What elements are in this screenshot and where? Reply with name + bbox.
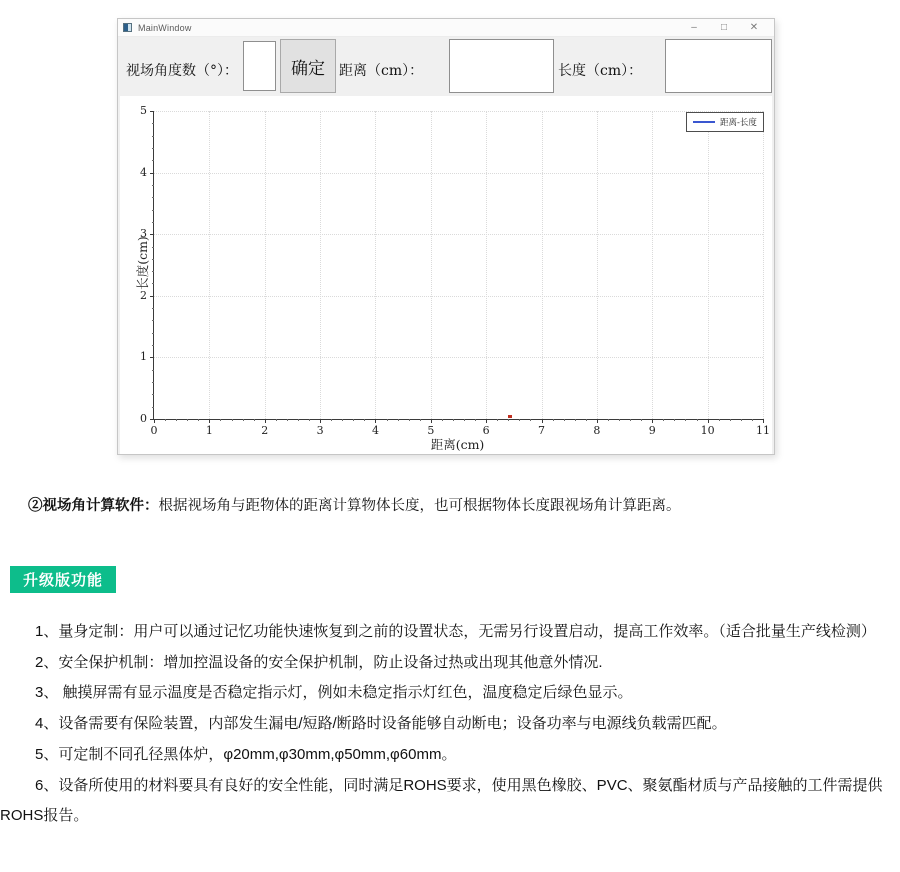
y-minor-tick	[152, 185, 154, 186]
minimize-button[interactable]: –	[691, 22, 697, 33]
x-minor-tick	[387, 419, 388, 421]
gridline-x	[708, 111, 709, 419]
x-tick-label: 1	[205, 424, 213, 437]
gridline-x	[597, 111, 598, 419]
x-minor-tick	[176, 419, 177, 421]
y-minor-tick	[152, 345, 154, 346]
x-minor-tick	[353, 419, 354, 421]
x-minor-tick	[442, 419, 443, 421]
x-minor-tick	[508, 419, 509, 421]
x-minor-tick	[530, 419, 531, 421]
gridline-x	[209, 111, 210, 419]
y-minor-tick	[152, 333, 154, 334]
legend-line-swatch	[693, 121, 715, 123]
gridline-x	[542, 111, 543, 419]
x-minor-tick	[232, 419, 233, 421]
list-item: 2、安全保护机制：增加控温设备的安全保护机制，防止设备过热或出现其他意外情况.	[35, 653, 603, 671]
x-tick-label: 4	[371, 424, 379, 437]
gridline-x	[265, 111, 266, 419]
x-minor-tick	[276, 419, 277, 421]
x-minor-tick	[220, 419, 221, 421]
x-minor-tick	[586, 419, 587, 421]
gridline-y	[154, 357, 763, 358]
x-tick-label: 6	[482, 424, 490, 437]
x-minor-tick	[674, 419, 675, 421]
chart-figure	[120, 96, 772, 454]
x-minor-tick	[420, 419, 421, 421]
x-minor-tick	[254, 419, 255, 421]
x-tick-label: 0	[150, 424, 158, 437]
x-tick	[708, 419, 709, 423]
y-minor-tick	[152, 148, 154, 149]
x-tick	[763, 419, 764, 423]
gridline-x	[486, 111, 487, 419]
x-minor-tick	[187, 419, 188, 421]
intro-paragraph	[28, 496, 884, 516]
x-tick	[265, 419, 266, 423]
y-tick-label: 4	[140, 165, 147, 179]
y-minor-tick	[152, 394, 154, 395]
maximize-button[interactable]: □	[720, 22, 728, 33]
window-controls	[679, 20, 769, 35]
y-minor-tick	[152, 308, 154, 309]
x-minor-tick	[575, 419, 576, 421]
angle-input[interactable]	[243, 41, 276, 91]
y-minor-tick	[152, 136, 154, 137]
x-minor-tick	[475, 419, 476, 421]
gridline-x	[652, 111, 653, 419]
x-tick-label: 3	[316, 424, 324, 437]
x-tick	[431, 419, 432, 423]
x-minor-tick	[309, 419, 310, 421]
x-tick-label: 11	[756, 424, 770, 437]
x-minor-tick	[730, 419, 731, 421]
length-label: 长度（cm）：	[558, 63, 643, 79]
x-tick-label: 2	[261, 424, 269, 437]
app-icon	[123, 23, 132, 32]
y-tick-label: 3	[140, 227, 147, 241]
y-minor-tick	[152, 382, 154, 383]
x-minor-tick	[453, 419, 454, 421]
y-tick	[150, 357, 154, 358]
intro-bold-prefix: ②视场角计算软件：	[28, 498, 159, 514]
x-minor-tick	[287, 419, 288, 421]
y-minor-tick	[152, 210, 154, 211]
x-minor-tick	[685, 419, 686, 421]
x-minor-tick	[243, 419, 244, 421]
gridline-x	[763, 111, 764, 419]
gridline-x	[431, 111, 432, 419]
gridline-y	[154, 173, 763, 174]
x-tick	[154, 419, 155, 423]
x-minor-tick	[342, 419, 343, 421]
window-title: MainWindow	[138, 22, 192, 33]
x-minor-tick	[641, 419, 642, 421]
list-item: 4、设备需要有保险装置，内部发生漏电/短路/断路时设备能够自动断电；设备功率与电源线负载需匹配。	[35, 715, 727, 733]
y-tick-label: 2	[140, 288, 147, 302]
x-tick-label: 9	[648, 424, 656, 437]
y-tick	[150, 419, 154, 420]
angle-label: 视场角度数（°）：	[126, 63, 238, 79]
x-minor-tick	[464, 419, 465, 421]
x-minor-tick	[331, 419, 332, 421]
distance-input[interactable]	[449, 39, 554, 93]
x-minor-tick	[697, 419, 698, 421]
x-axis-label: 距离(cm)	[430, 437, 485, 452]
y-minor-tick	[152, 320, 154, 321]
x-tick-label: 10	[700, 424, 715, 437]
y-minor-tick	[152, 370, 154, 371]
x-minor-tick	[719, 419, 720, 421]
list-item: 1、量身定制：用户可以通过记忆功能快速恢复到之前的设置状态，无需另行设置启动，提高工作效率。（适合批量生产线检测）	[35, 623, 876, 640]
intro-text: 根据视场角与距物体的距离计算物体长度，也可根据物体长度跟视场角计算距离。	[158, 498, 681, 514]
x-tick	[486, 419, 487, 423]
y-tick	[150, 173, 154, 174]
x-tick	[209, 419, 210, 423]
x-minor-tick	[663, 419, 664, 421]
x-tick-label: 7	[538, 424, 546, 437]
list-item: 5、可定制不同孔径黑体炉，φ20mm,φ30mm,φ50mm,φ60mm。	[35, 745, 457, 763]
feature-list	[0, 617, 888, 832]
y-minor-tick	[152, 271, 154, 272]
x-tick-label: 8	[593, 424, 601, 437]
x-minor-tick	[364, 419, 365, 421]
gridline-x	[375, 111, 376, 419]
y-minor-tick	[152, 283, 154, 284]
y-minor-tick	[152, 197, 154, 198]
legend-entry-label: 距离-长度	[720, 118, 757, 128]
y-minor-tick	[152, 222, 154, 223]
x-tick	[320, 419, 321, 423]
x-minor-tick	[165, 419, 166, 421]
confirm-button[interactable]: 确定	[280, 39, 336, 93]
x-tick	[542, 419, 543, 423]
x-minor-tick	[497, 419, 498, 421]
x-tick	[597, 419, 598, 423]
length-input[interactable]	[665, 39, 772, 93]
main-window	[117, 18, 775, 455]
x-minor-tick	[741, 419, 742, 421]
x-minor-tick	[630, 419, 631, 421]
x-minor-tick	[398, 419, 399, 421]
y-axis-label: 长度(cm)	[135, 236, 150, 290]
x-minor-tick	[198, 419, 199, 421]
y-minor-tick	[152, 247, 154, 248]
x-minor-tick	[752, 419, 753, 421]
gridline-x	[320, 111, 321, 419]
x-minor-tick	[298, 419, 299, 421]
x-minor-tick	[608, 419, 609, 421]
y-minor-tick	[152, 123, 154, 124]
y-tick-label: 1	[140, 350, 147, 364]
upgrade-features-badge: 升级版功能	[10, 566, 116, 593]
data-point	[508, 415, 512, 418]
y-minor-tick	[152, 407, 154, 408]
y-minor-tick	[152, 259, 154, 260]
x-tick	[652, 419, 653, 423]
x-tick-label: 5	[427, 424, 435, 437]
chart-legend	[686, 112, 764, 132]
y-tick	[150, 111, 154, 112]
x-minor-tick	[564, 419, 565, 421]
list-item: 6、设备所使用的材料要具有良好的安全性能，同时满足ROHS要求，使用黑色橡胶、PVC、聚氨酯材质与产品接触的工件需提供ROHS报告。	[0, 776, 883, 825]
x-minor-tick	[619, 419, 620, 421]
x-minor-tick	[553, 419, 554, 421]
list-item: 3、 触摸屏需有显示温度是否稳定指示灯，例如未稳定指示灯红色，温度稳定后绿色显示。	[35, 684, 633, 702]
gridline-y	[154, 111, 763, 112]
gridline-y	[154, 296, 763, 297]
y-tick-label: 0	[140, 411, 147, 425]
x-minor-tick	[519, 419, 520, 421]
x-tick	[375, 419, 376, 423]
title-bar	[118, 19, 774, 37]
distance-label: 距离（cm）：	[339, 63, 424, 79]
y-tick-label: 5	[140, 103, 147, 117]
y-minor-tick	[152, 160, 154, 161]
close-button[interactable]: ✕	[749, 22, 759, 33]
gridline-y	[154, 234, 763, 235]
x-minor-tick	[409, 419, 410, 421]
